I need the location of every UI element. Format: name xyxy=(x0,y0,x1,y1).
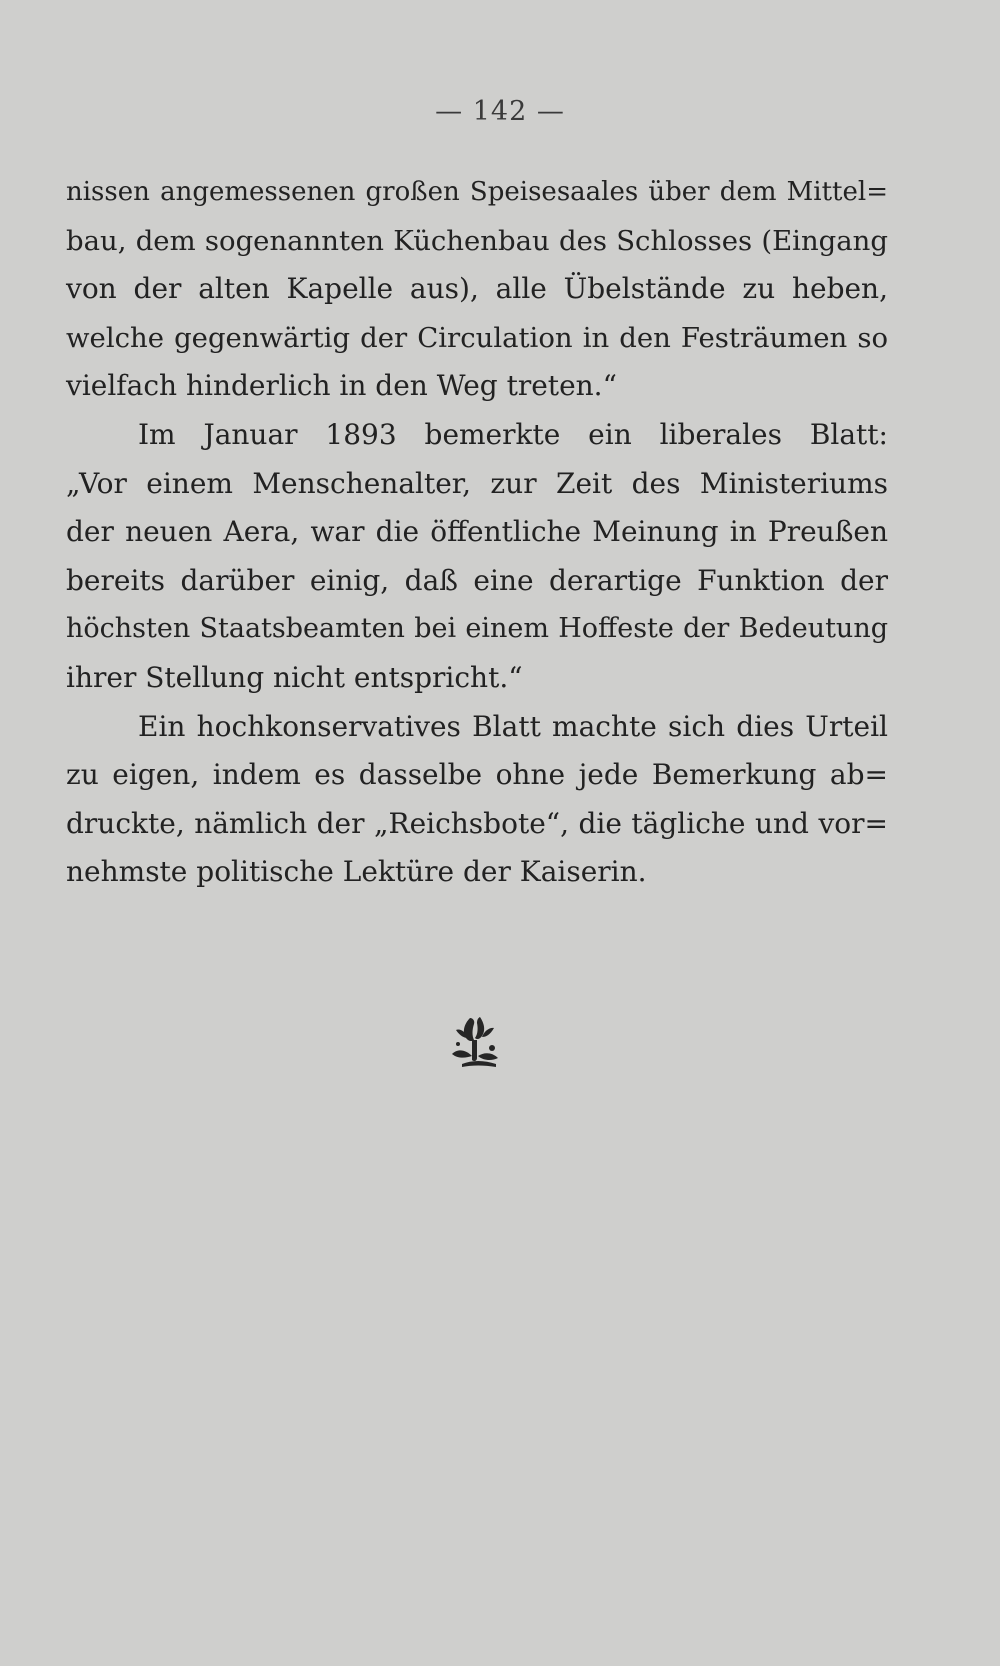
paragraph-3 xyxy=(66,703,888,897)
text-line: bereits darüber einig, daß eine derartige Funktion der xyxy=(66,563,888,597)
text-line: welche gegenwärtig der Circulation in den Festräumen so xyxy=(66,321,888,354)
text-line: nissen angemessenen großen Speisesaales über dem Mittel= xyxy=(66,177,888,207)
text-line: vielfach hinderlich in den Weg treten.“ xyxy=(66,369,617,403)
paragraph-1 xyxy=(66,168,888,411)
text-line: zu eigen, indem es dasselbe ohne jede Bemerkung ab= xyxy=(66,758,888,792)
paragraph-2 xyxy=(66,411,888,703)
text-line: von der alten Kapelle aus), alle Übelstände zu heben, xyxy=(66,272,888,306)
text-line: bau, dem sogenannten Küchenbau des Schlosses (Eingang xyxy=(66,224,888,257)
text-line: druckte, nämlich der „Reichsbote“, die tägliche und vor= xyxy=(66,806,888,840)
text-line: Im Januar 1893 bemerkte ein liberales Blatt: xyxy=(138,417,888,451)
floral-ornament-icon xyxy=(448,1014,502,1070)
text-line: der neuen Aera, war die öffentliche Meinung in Preußen xyxy=(66,515,888,549)
text-line: höchsten Staatsbeamten bei einem Hoffeste der Bedeutung xyxy=(66,613,888,645)
body-text xyxy=(66,168,888,897)
text-line: nehmste politische Lektüre der Kaiserin. xyxy=(66,855,647,889)
text-line: ihrer Stellung nicht entspricht.“ xyxy=(66,660,523,694)
text-line: „Vor einem Menschenalter, zur Zeit des Ministeriums xyxy=(66,466,888,500)
text-line: Ein hochkonservatives Blatt machte sich dies Urteil xyxy=(138,709,888,743)
page-number: — 142 — xyxy=(435,96,565,127)
